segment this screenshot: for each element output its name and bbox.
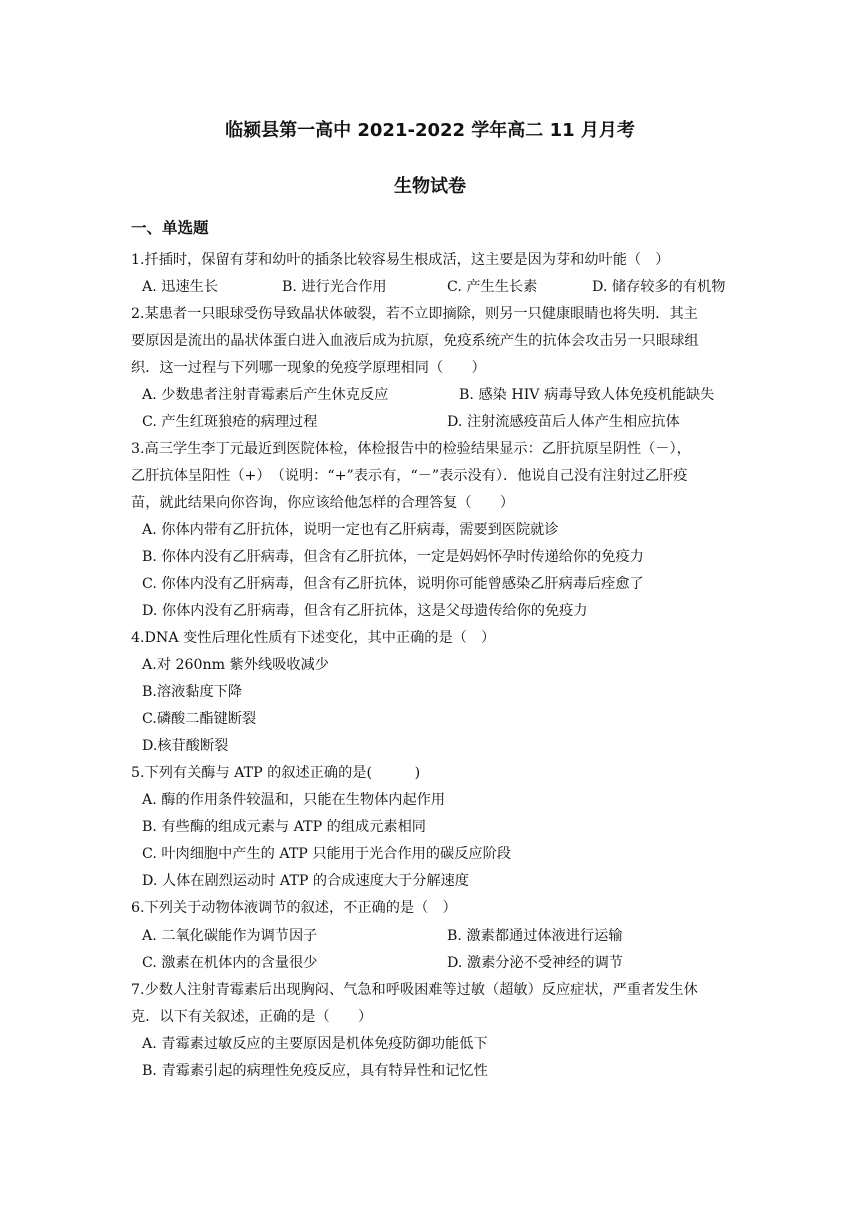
question-5-option-b: B. 有些酶的组成元素与 ATP 的组成元素相同	[142, 819, 426, 835]
question-2-option-b: B. 感染 HIV 病毒导致人体免疫机能缺失	[459, 387, 715, 403]
question-1-option-d: D. 储存较多的有机物	[592, 279, 726, 295]
question-7-option-a: A. 青霉素过敏反应的主要原因是机体免疫防御功能低下	[142, 1036, 488, 1052]
question-2-option-d: D. 注射流感疫苗后人体产生相应抗体	[447, 414, 680, 430]
question-3-option-a: A. 你体内带有乙肝抗体，说明一定也有乙肝病毒，需要到医院就诊	[142, 522, 559, 538]
question-3-stem-line-1: 3.高三学生李丁元最近到医院体检，体检报告中的检验结果显示：乙肝抗原呈阴性（－），	[131, 441, 691, 457]
question-6-option-c: C. 激素在机体内的含量很少	[142, 955, 318, 971]
question-2-option-c: C. 产生红斑狼疮的病理过程	[142, 414, 318, 430]
question-7-stem-line-1: 7.少数人注射青霉素后出现胸闷、气急和呼吸困难等过敏（超敏）反应症状，严重者发生休	[131, 982, 698, 998]
question-4-option-c: C.磷酸二酯键断裂	[142, 711, 257, 727]
question-2-stem-line-2: 要原因是流出的晶状体蛋白进入血液后成为抗原，免疫系统产生的抗体会攻击另一只眼球组	[131, 333, 699, 349]
question-5-option-c: C. 叶肉细胞中产生的 ATP 只能用于光合作用的碳反应阶段	[142, 846, 511, 862]
question-3-option-b: B. 你体内没有乙肝病毒，但含有乙肝抗体，一定是妈妈怀孕时传递给你的免疫力	[142, 549, 644, 565]
question-4-stem: 4.DNA 变性后理化性质有下述变化，其中正确的是（ ）	[131, 630, 496, 646]
question-6-option-a: A. 二氧化碳能作为调节因子	[142, 928, 318, 944]
question-5-stem: 5.下列有关酶与 ATP 的叙述正确的是( )	[131, 765, 421, 781]
question-1-option-a: A. 迅速生长	[142, 279, 219, 295]
question-4-option-b: B.溶液黏度下降	[142, 684, 243, 700]
question-5-option-d: D. 人体在剧烈运动时 ATP 的合成速度大于分解速度	[142, 873, 469, 889]
question-1-option-b: B. 进行光合作用	[282, 279, 387, 295]
question-4-option-a: A.对 260nm 紫外线吸收减少	[142, 657, 329, 673]
question-3-stem-line-2: 乙肝抗体呈阳性（+） （说明：“+”表示有，“－”表示没有）．他说自己没有注射过乙肝疫	[131, 468, 688, 484]
question-2-stem-line-3: 织．这一过程与下列哪一现象的免疫学原理相同（ ）	[131, 360, 486, 376]
question-4-option-d: D.核苷酸断裂	[142, 738, 229, 754]
question-1-stem: 1.扦插时，保留有芽和幼叶的插条比较容易生根成活，这主要是因为芽和幼叶能（ ）	[131, 252, 670, 268]
question-2-stem-line-1: 2.某患者一只眼球受伤导致晶状体破裂，若不立即摘除，则另一只健康眼睛也将失明．其主	[131, 306, 698, 322]
question-7-stem-line-2: 克．以下有关叙述，正确的是（ ）	[131, 1009, 373, 1025]
question-3-option-c: C. 你体内没有乙肝病毒，但含有乙肝抗体，说明你可能曾感染乙肝病毒后痊愈了	[142, 576, 644, 592]
exam-title: 临颍县第一高中 2021-2022 学年高二 11 月月考	[225, 120, 635, 141]
section-heading: 一、单选题	[131, 219, 209, 237]
question-1-option-c: C. 产生生长素	[447, 279, 538, 295]
question-7-option-b: B. 青霉素引起的病理性免疫反应，具有特异性和记忆性	[142, 1063, 488, 1079]
question-3-stem-line-3: 苗，就此结果向你咨询，你应该给他怎样的合理答复（ ）	[131, 495, 515, 511]
question-3-option-d: D. 你体内没有乙肝病毒，但含有乙肝抗体，这是父母遗传给你的免疫力	[142, 603, 588, 619]
question-2-option-a: A. 少数患者注射青霉素后产生休克反应	[142, 387, 389, 403]
question-6-option-d: D. 激素分泌不受神经的调节	[447, 955, 623, 971]
exam-subject: 生物试卷	[394, 176, 466, 197]
question-6-option-b: B. 激素都通过体液进行运输	[447, 928, 623, 944]
question-5-option-a: A. 酶的作用条件较温和，只能在生物体内起作用	[142, 792, 446, 808]
question-6-stem: 6.下列关于动物体液调节的叙述，不正确的是（ ）	[131, 900, 457, 916]
